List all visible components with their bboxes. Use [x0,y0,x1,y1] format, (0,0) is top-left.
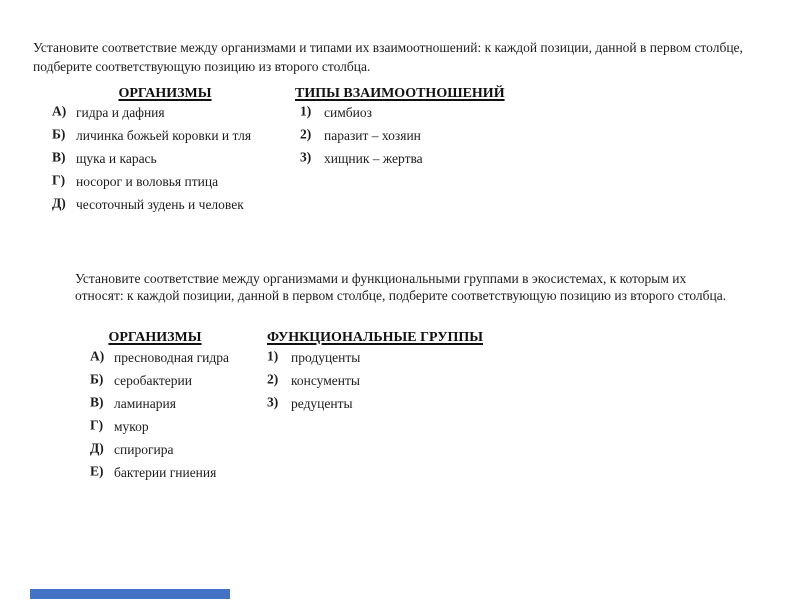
item-label: В) [52,149,66,165]
exercise1-types-list [300,105,423,174]
exercise2-right-header: ФУНКЦИОНАЛЬНЫЕ ГРУППЫ [267,330,484,345]
item-label: 1) [267,348,279,364]
item-label: А) [90,348,105,364]
item-label: Д) [52,195,66,211]
list-item [267,350,360,373]
item-label: А) [52,103,67,119]
item-text: носорог и воловья птица [76,174,219,189]
item-text: гидра и дафния [76,105,165,120]
item-text: симбиоз [324,105,372,120]
list-item [52,105,251,128]
list-item [52,174,251,197]
list-item [52,197,251,220]
item-label: 1) [300,103,312,119]
item-text: пресноводная гидра [114,350,229,365]
exercise1-organisms-list [52,105,251,220]
item-text: чесоточный зудень и человек [76,197,244,212]
item-label: Г) [52,172,66,188]
item-label: 2) [267,371,279,387]
item-text: продуценты [291,350,361,365]
exercise1-right-header: ТИПЫ ВЗАИМООТНОШЕНИЙ [295,86,505,101]
list-item [300,105,423,128]
item-label: Б) [90,371,104,387]
list-item [90,419,229,442]
item-text: щука и карась [76,151,157,166]
list-item [300,128,423,151]
list-item [52,151,251,174]
item-text: мукор [114,419,149,434]
item-label: Г) [90,417,104,433]
exercise2-intro: Установите соответствие между организмами и функциональными группами в экосистемах, к которым их относят: к каждой позиции, данной в первом столбце, подберите соответствующую позицию из второго столбца. [75,271,727,303]
list-item [90,396,229,419]
list-item [90,465,229,488]
exercise2-left-header: ОРГАНИЗМЫ [108,330,202,345]
item-label: 3) [300,149,312,165]
exercise1-left-header: ОРГАНИЗМЫ [118,86,212,101]
item-text: серобактерии [114,373,192,388]
item-text: ламинария [114,396,176,411]
item-text: редуценты [291,396,353,411]
bottom-accent-bar [30,589,230,599]
item-text: личинка божьей коровки и тля [76,128,252,143]
exercise2-organisms-list [90,350,229,488]
item-text: хищник – жертва [324,151,423,166]
list-item [267,396,360,419]
item-text: консументы [291,373,360,388]
item-label: 3) [267,394,279,410]
item-text: бактерии гниения [114,465,217,480]
list-item [52,128,251,151]
list-item [90,442,229,465]
item-label: 2) [300,126,312,142]
exercise1-intro: Установите соответствие между организмами и типами их взаимоотношений: к каждой позиции, данной в первом столбце, подберите соответствующую позицию из второго столбца. [33,40,743,74]
item-text: спирогира [114,442,174,457]
list-item [90,350,229,373]
item-label: Д) [90,440,104,456]
list-item [90,373,229,396]
item-text: паразит – хозяин [324,128,421,143]
item-label: Е) [90,463,104,479]
exercise2-groups-list [267,350,360,419]
list-item [267,373,360,396]
list-item [300,151,423,174]
item-label: Б) [52,126,66,142]
item-label: В) [90,394,104,410]
